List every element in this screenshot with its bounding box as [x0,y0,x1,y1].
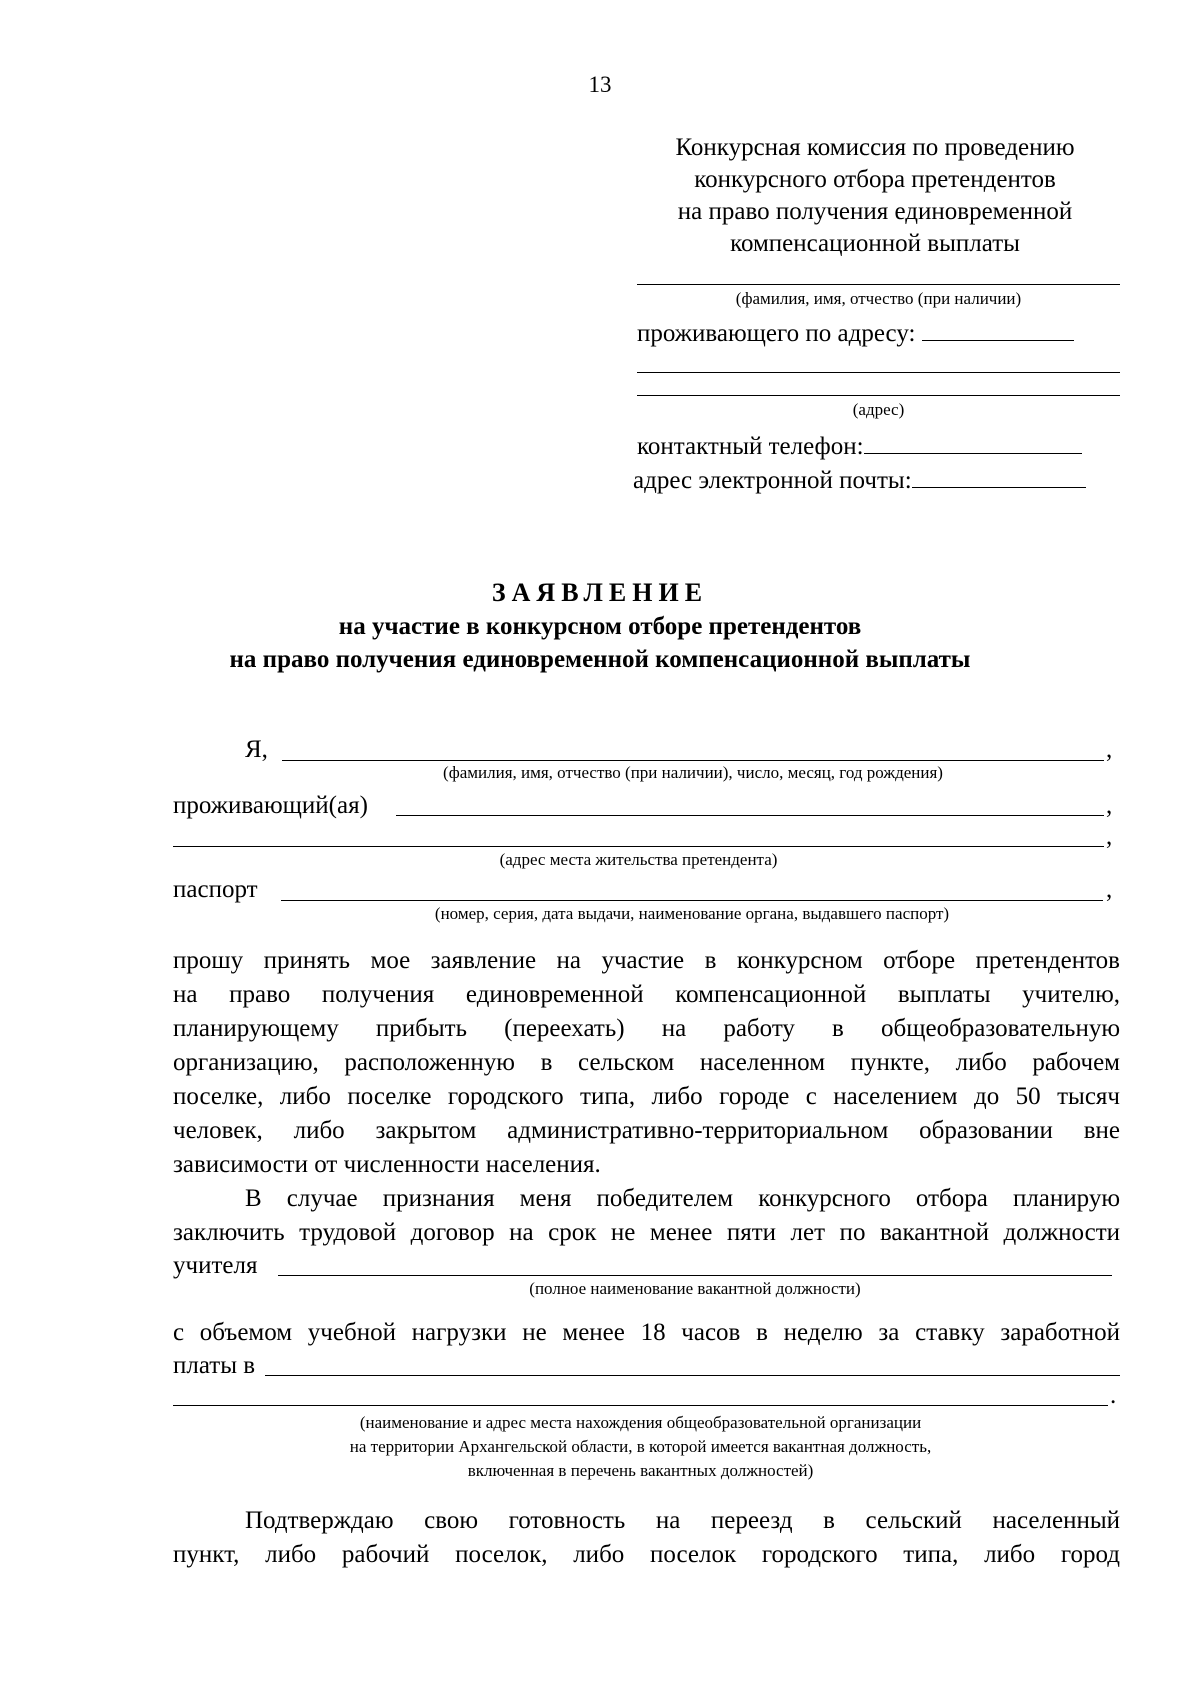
request-line-3: планирующему прибыть (переехать) на работу в общеобразовательную [173,1015,1120,1042]
document-subtitle-2: на право получения единовременной компенсационной выплаты [229,646,971,673]
fio-underline [637,284,1120,285]
passport-label: паспорт [173,876,258,903]
residing-comma: , [1106,792,1113,819]
salary-org-blank [265,1375,1120,1376]
relocation-line-1: Подтверждаю свою готовность на переезд в сельский населенный [245,1507,1120,1534]
phone-blank [864,431,1082,454]
ya-label: Я, [245,736,268,763]
passport-hint: (номер, серия, дата выдачи, наименование органа, выдавшего паспорт) [434,904,950,923]
org-hint-line-3: включенная в перечень вакантных должностей) [467,1461,814,1480]
phone-row [637,431,1082,463]
workload-paragraph [173,1316,1120,1350]
residing-label: проживающего по адресу: [637,320,916,347]
address-underline-1 [637,372,1120,373]
org-hint-line-1: (наименование и адрес места нахождения общеобразовательной организации [359,1413,922,1432]
org-hint [173,1411,1108,1483]
email-label: адрес электронной почты: [633,467,912,494]
org-period: . [1110,1382,1117,1409]
residing-person-label: проживающий(ая) [173,792,368,819]
phone-label: контактный телефон: [637,433,864,460]
contract-line-2: заключить трудовой договор на срок не менее пяти лет по вакантной должности [173,1219,1120,1246]
passport-comma: , [1106,876,1113,903]
residing-row [637,318,1074,350]
request-line-1: прошу принять мое заявление на участие в конкурсном отборе претендентов [173,947,1120,974]
contract-paragraph [173,1182,1120,1250]
address-underline-2 [637,395,1120,396]
addressee-line-2: конкурсного отбора претендентов [694,166,1056,193]
ya-comma: , [1106,736,1113,763]
teacher-label: учителя [173,1252,258,1279]
relocation-paragraph [173,1504,1120,1572]
email-blank [912,465,1086,488]
addressee-line-4: компенсационной выплаты [730,230,1020,257]
workload-line-1: с объемом учебной нагрузки не менее 18 часов в неделю за ставку заработной [173,1319,1120,1346]
addressee-line-3: на право получения единовременной [677,198,1073,225]
addressee-line-1: Конкурсная комиссия по проведению [675,134,1075,161]
page-number: 13 [588,72,612,97]
contract-line-1: В случае признания меня победителем конкурсного отбора планирую [245,1185,1120,1212]
request-line-7: зависимости от численности населения. [173,1151,601,1178]
position-blank [278,1275,1112,1276]
position-hint: (полное наименование вакантной должности) [529,1279,861,1298]
residence-blank [173,846,1104,847]
salary-label: платы в [173,1352,256,1379]
ya-blank [282,760,1104,761]
passport-blank [281,900,1103,901]
address-blank [922,318,1074,341]
request-line-4: организацию, расположенную в сельском населенном пункте, либо рабочем [173,1049,1120,1076]
request-line-5: поселке, либо поселке городского типа, либо городе с населением до 50 тысяч [173,1083,1120,1110]
residing-blank [396,815,1104,816]
residence-comma: , [1106,823,1113,850]
document-subtitle-1: на участие в конкурсном отборе претендентов [338,613,862,640]
request-line-6: человек, либо закрытом административно-территориальном образовании вне [173,1117,1120,1144]
fio-hint: (фамилия, имя, отчество (при наличии) [735,289,1022,308]
request-line-2: на право получения единовременной компенсационной выплаты учителю, [173,981,1120,1008]
org-blank [173,1405,1108,1406]
request-paragraph [173,944,1120,1182]
residence-hint: (адрес места жительства претендента) [499,850,778,869]
email-row [633,465,1086,497]
org-hint-line-2: на территории Архангельской области, в которой имеется вакантная должность, [349,1437,932,1456]
document-title: ЗАЯВЛЕНИЕ [491,578,709,607]
relocation-line-2: пункт, либо рабочий поселок, либо поселок городского типа, либо город [173,1541,1120,1568]
address-hint: (адрес) [852,400,905,419]
ya-hint: (фамилия, имя, отчество (при наличии), число, месяц, год рождения) [443,763,943,782]
